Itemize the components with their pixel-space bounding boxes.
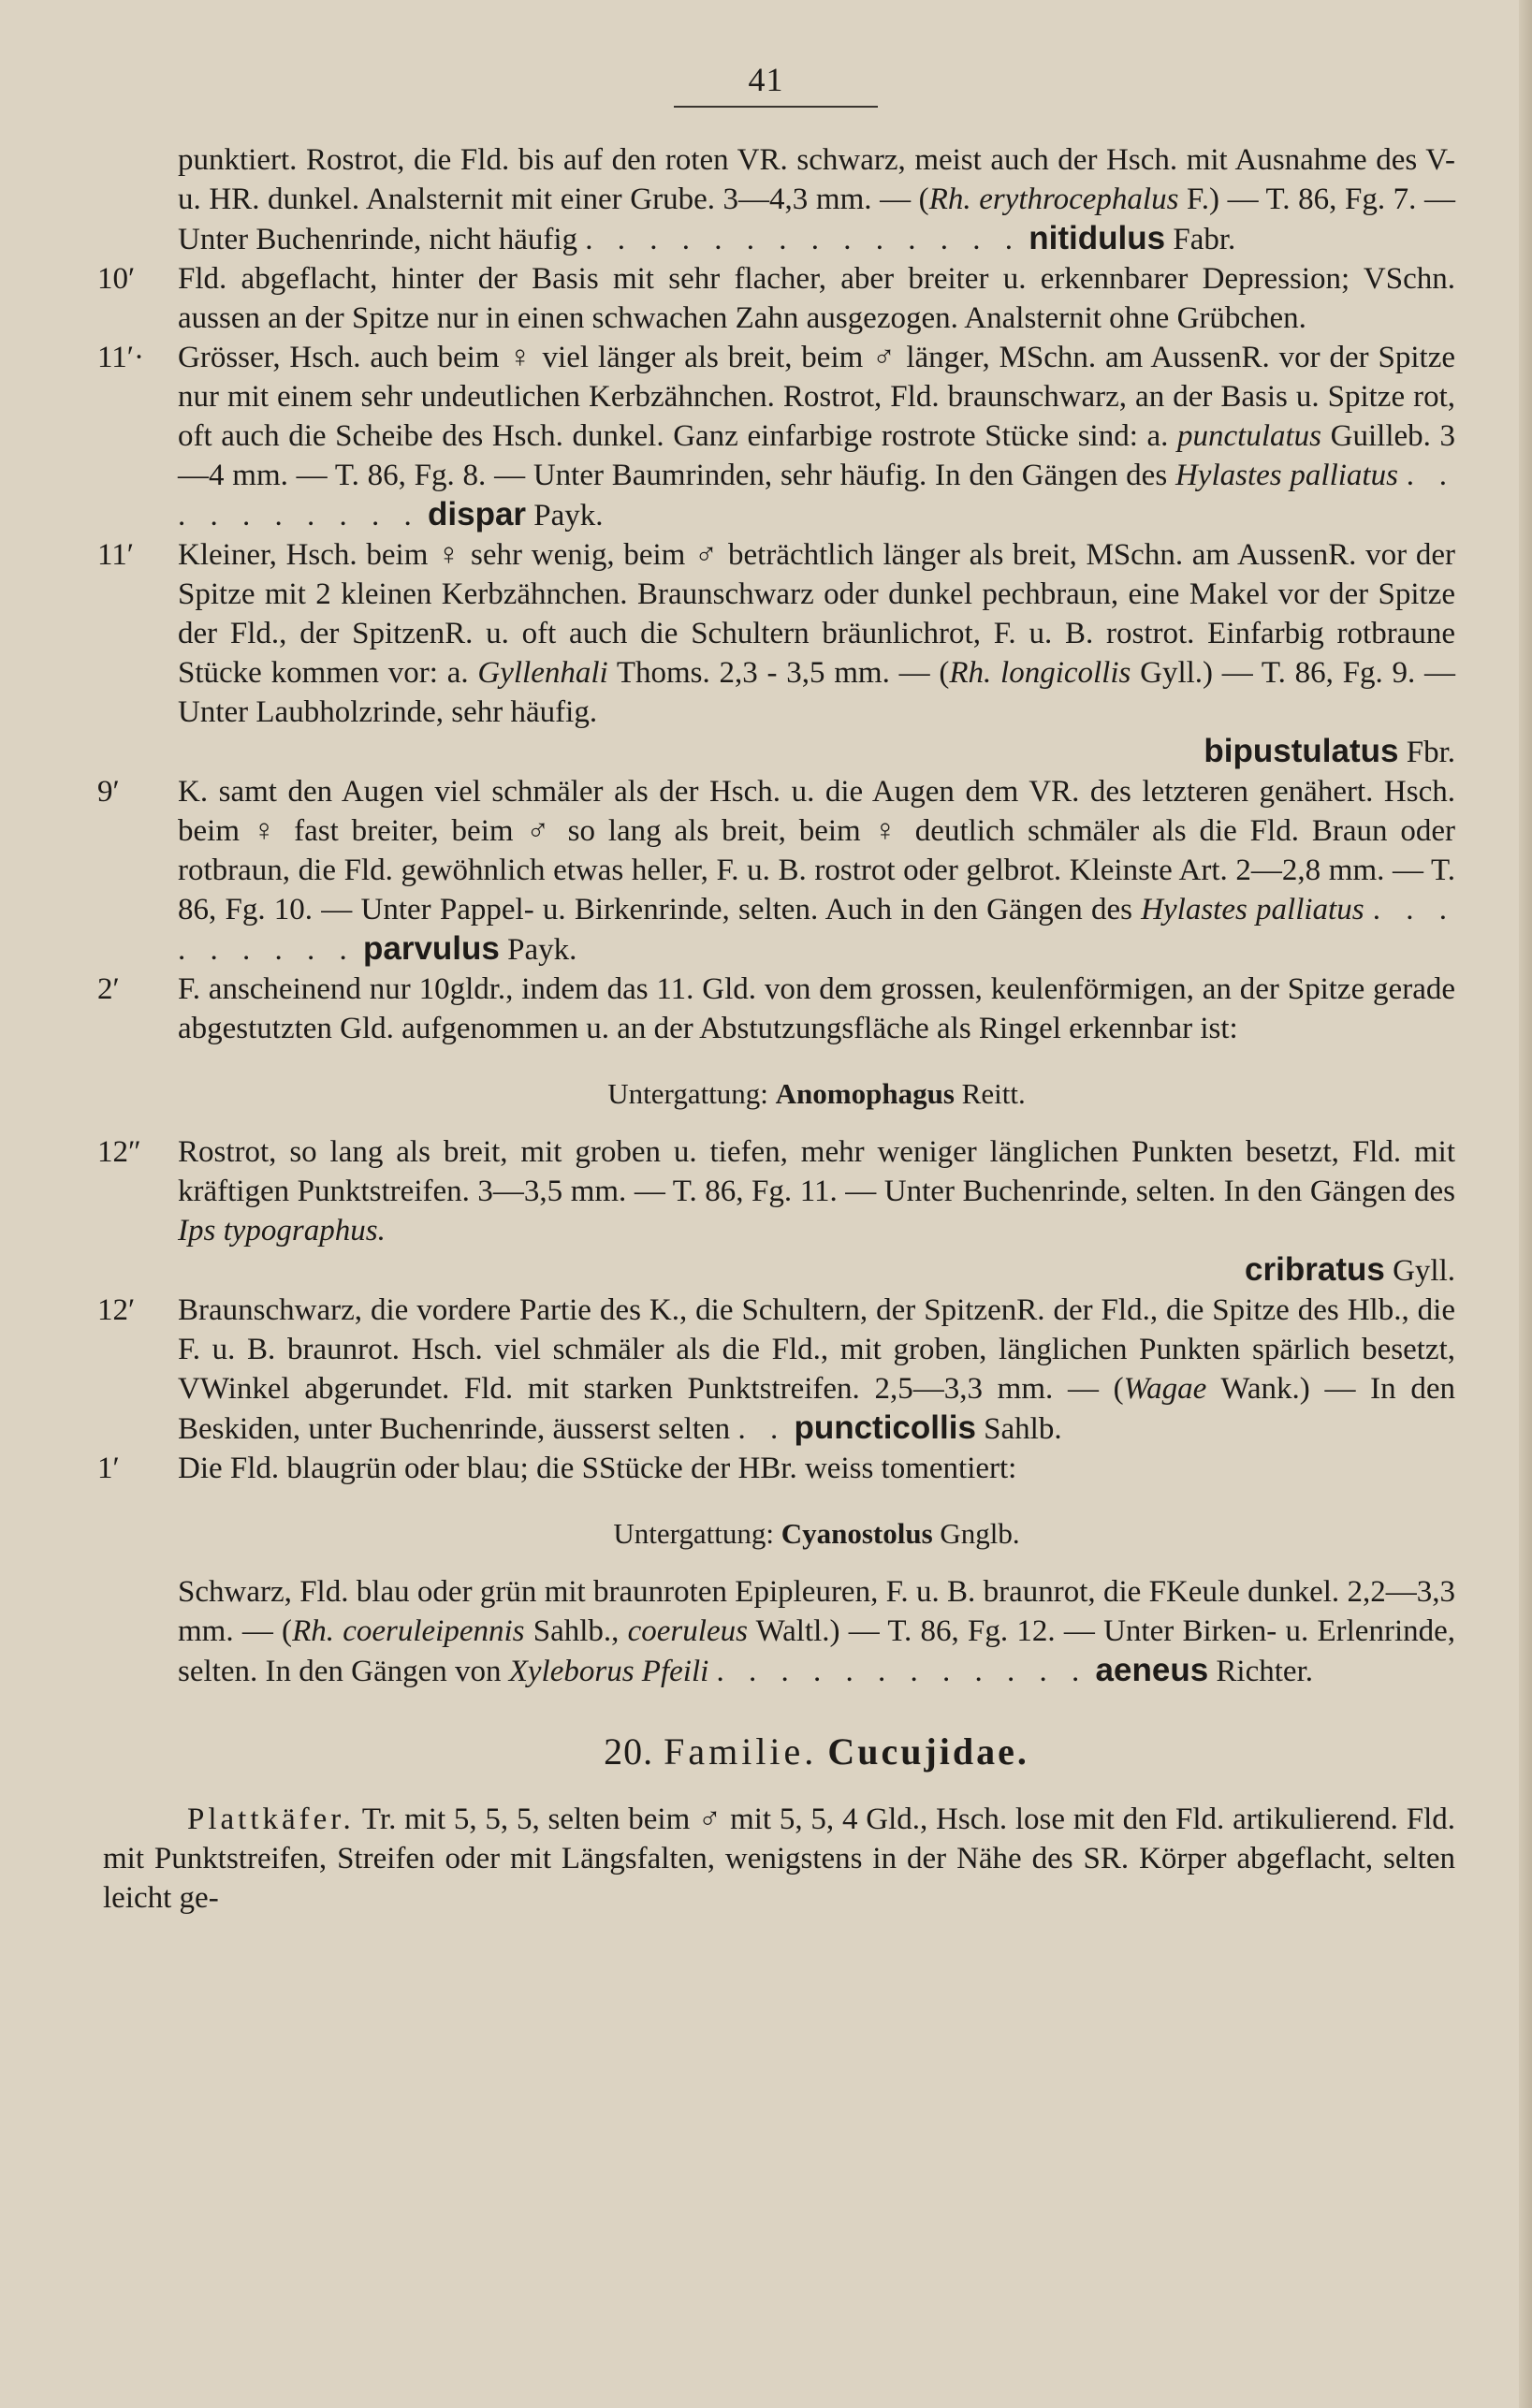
couplet-number: 1′ bbox=[97, 1452, 120, 1485]
taxon-name: Ips typographus. bbox=[178, 1214, 386, 1248]
entry-text: Grösser, Hsch. auch beim ♀ viel länger als breit, beim ♂ länger, MSchn. am AussenR. vor der Spitze nur mit einem sehr undeutlichen Kerbzähnchen. Rostrot, Fld. braunschwarz, an der Basis u. Spitze rot, oft auch die Scheibe des Hsch. dunkel. Ganz einfarbige rostrote Stücke sind: a. bbox=[178, 341, 1455, 453]
couplet-11b bbox=[97, 535, 1456, 772]
entry-text: punktiert. Rostrot, die Fld. bis auf den roten VR. schwarz, meist auch der Hsch. mit Ausnahme des V- u. HR. dunkel. Analsternit mit einer Grube. 3—4,3 mm. — ( bbox=[178, 143, 1455, 216]
entry-text: Sahlb., bbox=[524, 1614, 628, 1648]
entry-text: F. anscheinend nur 10gldr., indem das 11. Gld. von dem grossen, keulenförmigen, an der Spitze gerade abgestutzten Gld. aufgenommen u. an der Abstutzungsfläche als Ringel erkennbar ist: bbox=[178, 972, 1455, 1045]
intro-lead: Plattkäfer. bbox=[187, 1802, 355, 1836]
subgenus-author: Gnglb. bbox=[940, 1517, 1020, 1550]
couplet-number: 11′ bbox=[97, 538, 134, 572]
couplet-2 bbox=[97, 970, 1455, 1048]
subgenus-author: Reitt. bbox=[961, 1077, 1026, 1110]
species-line bbox=[178, 1250, 1455, 1291]
subgenus-label: Untergattung: bbox=[613, 1517, 774, 1550]
couplet-number: 12″ bbox=[97, 1135, 141, 1169]
subgenus-name: Cyanostolus bbox=[781, 1517, 933, 1550]
taxon-name: Gyllenhali bbox=[477, 656, 608, 690]
family-intro bbox=[103, 1800, 1455, 1918]
species-author: Gyll. bbox=[1393, 1254, 1455, 1288]
entry-text: Kleiner, Hsch. beim ♀ sehr wenig, beim ♂ beträchtlich länger als breit, MSchn. am AussenR. vor der Spitze mit 2 kleinen Kerbzähnchen. Braunschwarz oder dunkel pechbraun, eine Makel vor der Spitze der Fld., der SpitzenR. u. oft auch die Schultern bräunlichrot, F. u. B. rostrot. Einfarbig rotbraune Stücke kommen vor: a. bbox=[178, 538, 1455, 690]
subgenus-label: Untergattung: bbox=[607, 1077, 768, 1110]
taxon-name: Hylastes palliatus bbox=[1141, 893, 1364, 927]
species-name: dispar bbox=[428, 496, 527, 533]
taxon-name: Xyleborus Pfeili bbox=[508, 1655, 709, 1688]
species-name: aeneus bbox=[1095, 1652, 1209, 1688]
taxon-name: Wagae bbox=[1123, 1372, 1207, 1406]
species-line bbox=[178, 732, 1455, 772]
species-name: bipustulatus bbox=[1204, 733, 1399, 769]
subgenus-heading-anomophagus bbox=[178, 1074, 1455, 1114]
family-heading bbox=[178, 1732, 1455, 1772]
entry-continuation bbox=[178, 140, 1455, 259]
page-number: 41 bbox=[748, 61, 784, 98]
leader-dots: . . . . . . . . . . . . . . bbox=[585, 223, 1022, 256]
header-rule bbox=[674, 106, 878, 108]
couplet-1 bbox=[97, 1449, 1455, 1488]
species-author: Payk. bbox=[507, 933, 577, 967]
leader-dots: . . . . . . . . . . bbox=[178, 459, 1456, 533]
couplet-number: 2′ bbox=[97, 972, 120, 1006]
species-author: Fbr. bbox=[1406, 736, 1455, 769]
species-name: nitidulus bbox=[1029, 220, 1166, 256]
couplet-number: 12′ bbox=[97, 1293, 136, 1327]
taxon-name: punctulatus bbox=[1177, 419, 1322, 453]
entry-text: Gyll.) — T. 86, Fg. 9. — Unter Laubholzrinde, sehr häufig. bbox=[178, 656, 1456, 729]
entry-text: Waltl.) — T. 86, Fg. 12. — Unter Birken- u. Erlenrinde, selten. In den Gängen von bbox=[178, 1614, 1456, 1688]
taxon-name: Rh. coeruleipennis bbox=[292, 1614, 525, 1648]
species-name: puncticollis bbox=[794, 1409, 976, 1446]
body-text bbox=[97, 140, 1456, 1918]
family-number: 20. bbox=[604, 1730, 654, 1773]
couplet-9 bbox=[97, 772, 1456, 970]
page-edge bbox=[1519, 0, 1532, 2408]
species-author: Payk. bbox=[533, 499, 604, 533]
taxon-name: Rh. longicollis bbox=[949, 656, 1131, 690]
leader-dots: . . bbox=[737, 1412, 787, 1446]
couplet-number: 9′ bbox=[97, 775, 120, 809]
subgenus-name: Anomophagus bbox=[775, 1077, 955, 1110]
entry-text: F.) — T. 86, Fg. 7. — Unter Buchenrinde, nicht häufig bbox=[178, 182, 1456, 256]
species-name: parvulus bbox=[363, 930, 500, 967]
entry-text: Schwarz, Fld. blau oder grün mit braunroten Epipleuren, F. u. B. braunrot, die FKeule dunkel. 2,2—3,3 mm. — ( bbox=[178, 1575, 1455, 1648]
species-author: Fabr. bbox=[1173, 223, 1236, 256]
couplet-10 bbox=[97, 259, 1455, 338]
entry-text: Rostrot, so lang als breit, mit groben u. tiefen, mehr weniger länglichen Punkten besetzt, Fld. mit kräftigen Punktstreifen. 3—3,5 mm. — T. 86, Fg. 11. — Unter Buchenrinde, selten. In den Gängen des bbox=[178, 1135, 1455, 1208]
couplet-12a bbox=[97, 1132, 1455, 1291]
subgenus-heading-cyanostolus bbox=[178, 1514, 1455, 1554]
couplet-number: 11′· bbox=[97, 341, 144, 374]
family-word: Familie. bbox=[664, 1730, 818, 1773]
species-author: Sahlb. bbox=[984, 1412, 1062, 1446]
entry-text: K. samt den Augen viel schmäler als der Hsch. u. die Augen dem VR. des letzteren genähert. Hsch. beim ♀ fast breiter, beim ♂ so lang als breit, beim ♀ deutlich schmäler als die Fld. Braun oder rotbraun, die Fld. gewöhnlich etwas heller, F. u. B. rostrot oder gelbrot. Kleinste Art. 2—2,8 mm. — T. 86, Fg. 10. — Unter Pappel- u. Birkenrinde, selten. Auch in den Gängen des bbox=[178, 775, 1455, 927]
species-name: cribratus bbox=[1245, 1251, 1385, 1288]
intro-text: Tr. mit 5, 5, 5, selten beim ♂ mit 5, 5, 4 Gld., Hsch. lose mit den Fld. artikulierend. Fld. mit Punktstreifen, Streifen oder mit Längsfalten, wenigstens in der Nähe des SR. Körper abgeflacht, selten leicht ge- bbox=[103, 1802, 1455, 1915]
taxon-name: Rh. erythrocephalus bbox=[928, 182, 1179, 216]
entry-text: Wank.) — In den Beskiden, unter Buchenrinde, äusserst selten bbox=[178, 1372, 1455, 1446]
couplet-12b bbox=[97, 1291, 1455, 1449]
species-line bbox=[585, 220, 1236, 256]
entry-text: Fld. abgeflacht, hinter der Basis mit sehr flacher, aber breiter u. erkennbarer Depression; VSchn. aussen an der Spitze nur in einen schwachen Zahn ausgezogen. Analsternit ohne Grübchen. bbox=[178, 262, 1455, 335]
family-name: Cucujidae. bbox=[827, 1730, 1029, 1773]
couplet-number: 10′ bbox=[97, 262, 136, 296]
couplet-11a bbox=[97, 338, 1456, 535]
leader-dots: . . . . . . . . . bbox=[178, 893, 1456, 967]
taxon-name: Hylastes palliatus bbox=[1175, 459, 1398, 492]
species-author: Richter. bbox=[1216, 1655, 1313, 1688]
entry-text: Die Fld. blaugrün oder blau; die SStücke der HBr. weiss tomentiert: bbox=[178, 1452, 1017, 1485]
taxon-name: coeruleus bbox=[627, 1614, 748, 1648]
leader-dots: . . . . . . . . . . . . bbox=[716, 1655, 1088, 1688]
entry-text: Guilleb. 3—4 mm. — T. 86, Fg. 8. — Unter Baumrinden, sehr häufig. In den Gängen des bbox=[178, 419, 1456, 492]
entry-text: Braunschwarz, die vordere Partie des K., die Schultern, der SpitzenR. der Fld., die Spitze des Hlb., die F. u. B. braunrot. Hsch. viel schmäler als die Fld., mit groben, länglichen Punkten spärlich besetzt, VWinkel abgerundet. Fld. mit starken Punktstreifen. 2,5—3,3 mm. — ( bbox=[178, 1293, 1455, 1406]
entry-cyanostolus bbox=[178, 1572, 1455, 1691]
entry-text: Thoms. 2,3 - 3,5 mm. — ( bbox=[607, 656, 950, 690]
